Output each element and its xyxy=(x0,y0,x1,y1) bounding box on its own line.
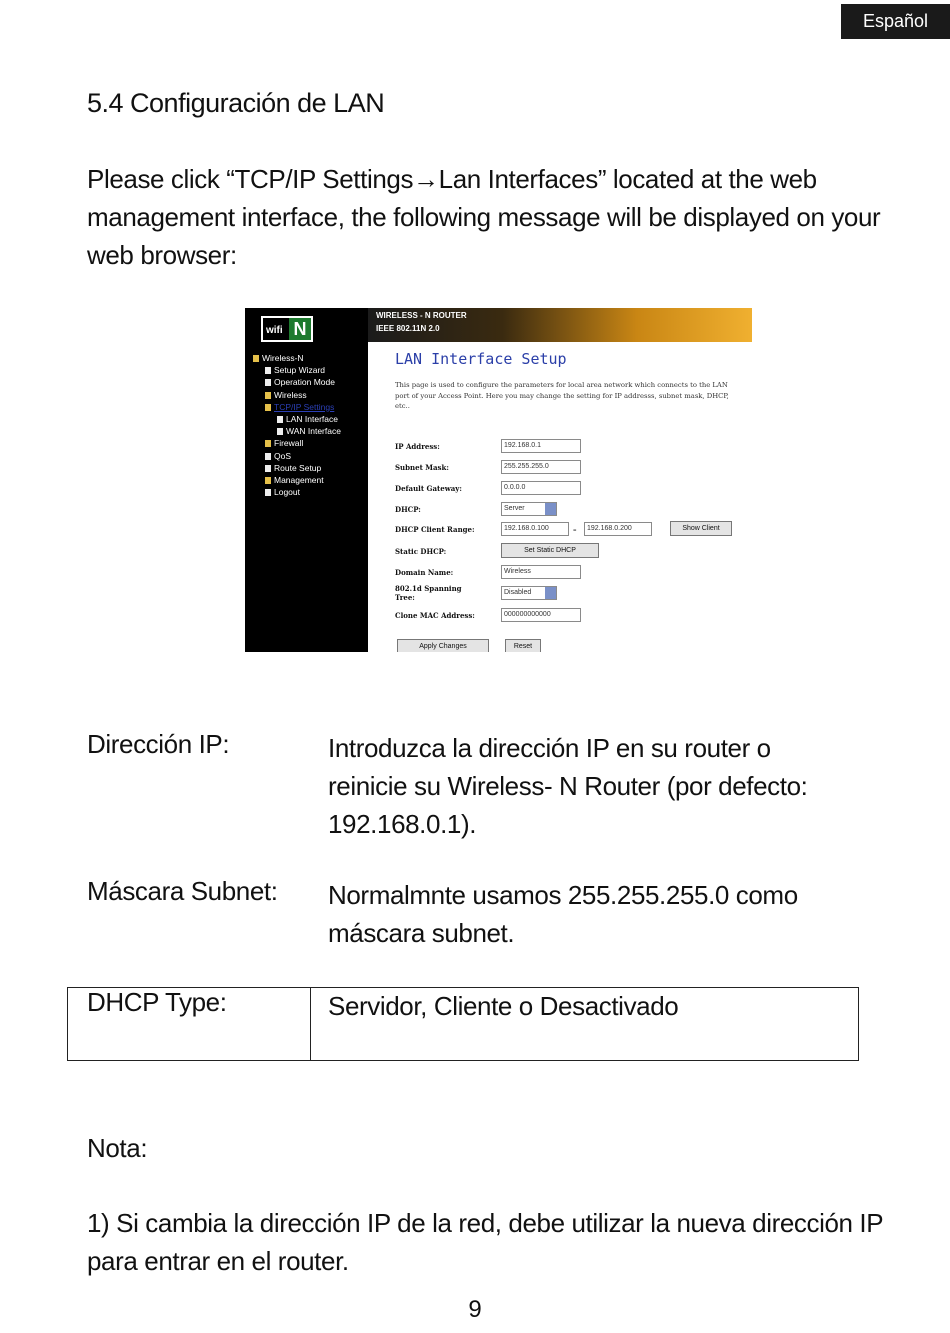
router-menu-item[interactable]: Wireless-N xyxy=(251,352,341,364)
ip-address-label: IP Address: xyxy=(395,442,440,451)
apply-changes-button[interactable]: Apply Changes xyxy=(397,639,489,652)
subnet-mask-label: Subnet Mask: xyxy=(395,463,449,472)
note-line-1: 1) Si cambia la dirección IP de la red, debe utilizar la nueva dirección IP xyxy=(87,1208,884,1238)
note-text xyxy=(87,1204,917,1280)
dhcp-range-end-input[interactable]: 192.168.0.200 xyxy=(584,522,652,536)
default-gateway-input[interactable]: 0.0.0.0 xyxy=(501,481,581,495)
dhcp-type-term: DHCP Type: xyxy=(87,987,227,1017)
router-menu-item[interactable]: TCP/IP Settings xyxy=(263,401,341,413)
note-label: Nota: xyxy=(87,1133,148,1163)
intro-line-3: web browser: xyxy=(87,240,237,270)
mask-definition-line-1: Normalmnte usamos 255.255.255.0 como xyxy=(328,880,798,910)
domain-name-label: Domain Name: xyxy=(395,568,454,577)
router-menu-item[interactable]: Firewall xyxy=(263,437,341,449)
dhcp-select-value: Server xyxy=(504,505,525,512)
dhcp-type-table-divider xyxy=(310,987,311,1061)
dhcp-type-definition: Servidor, Cliente o Desactivado xyxy=(328,991,679,1021)
dhcp-label: DHCP: xyxy=(395,505,421,514)
ip-address-term: Dirección IP: xyxy=(87,729,230,759)
router-menu-item[interactable]: Management xyxy=(263,474,341,486)
router-header-standard: IEEE 802.11N 2.0 xyxy=(376,324,440,333)
ip-address-input[interactable]: 192.168.0.1 xyxy=(501,439,581,453)
router-header-title: WIRELESS - N ROUTER xyxy=(376,311,467,320)
spanning-tree-select-value: Disabled xyxy=(504,589,532,596)
ip-definition-line-2: reinicie su Wireless- N Router (por defecto: xyxy=(328,771,808,801)
router-menu-item[interactable]: Logout xyxy=(263,486,341,498)
spanning-tree-label-2: Tree: xyxy=(395,593,415,602)
router-screenshot xyxy=(245,308,752,652)
subnet-mask-definition xyxy=(328,876,888,952)
router-page-description: This page is used to configure the parameters for local area network which connects to the LAN port of your Access Point. Here you may change the setting for IP addresss, subnet mask, DHCP, etc.. xyxy=(395,381,729,410)
language-tab: Español xyxy=(841,4,950,39)
spanning-tree-select[interactable] xyxy=(501,586,557,600)
intro-line-1: Please click “TCP/IP Settings→Lan Interfaces” located at the web xyxy=(87,164,817,194)
dhcp-select[interactable] xyxy=(501,502,557,516)
domain-name-input[interactable]: Wireless xyxy=(501,565,581,579)
show-client-button[interactable]: Show Client xyxy=(670,521,732,536)
set-static-dhcp-button[interactable]: Set Static DHCP xyxy=(501,543,599,558)
clone-mac-input[interactable]: 000000000000 xyxy=(501,608,581,622)
router-menu-item[interactable]: LAN Interface xyxy=(275,413,341,425)
ip-address-definition xyxy=(328,729,888,843)
ip-definition-line-1: Introduzca la dirección IP en su router o xyxy=(328,733,771,763)
router-content xyxy=(368,342,752,652)
router-sidebar xyxy=(245,308,368,652)
router-menu-item[interactable]: Operation Mode xyxy=(263,376,341,388)
page-number: 9 xyxy=(468,1296,482,1323)
subnet-mask-input[interactable]: 255.255.255.0 xyxy=(501,460,581,474)
clone-mac-label: Clone MAC Address: xyxy=(395,611,475,620)
router-header xyxy=(368,308,752,342)
intro-paragraph xyxy=(87,160,907,274)
router-menu xyxy=(251,352,341,498)
intro-line-2: management interface, the following message will be displayed on your xyxy=(87,202,881,232)
dhcp-range-start-input[interactable]: 192.168.0.100 xyxy=(501,522,569,536)
reset-button[interactable]: Reset xyxy=(505,639,541,652)
default-gateway-label: Default Gateway: xyxy=(395,484,462,493)
router-logo xyxy=(261,316,313,342)
router-menu-item[interactable]: Wireless xyxy=(263,389,341,401)
dhcp-range-label: DHCP Client Range: xyxy=(395,525,475,534)
router-menu-item[interactable]: Route Setup xyxy=(263,462,341,474)
static-dhcp-label: Static DHCP: xyxy=(395,547,447,556)
logo-n-text: N xyxy=(289,318,311,340)
router-page-title: LAN Interface Setup xyxy=(395,350,567,368)
note-line-2: para entrar en el router. xyxy=(87,1246,349,1276)
ip-definition-line-3: 192.168.0.1). xyxy=(328,809,477,839)
router-menu-item[interactable]: WAN Interface xyxy=(275,425,341,437)
mask-definition-line-2: máscara subnet. xyxy=(328,918,515,948)
dhcp-range-separator: – xyxy=(573,525,577,534)
section-title: 5.4 Configuración de LAN xyxy=(87,88,385,118)
router-menu-item[interactable]: QoS xyxy=(263,450,341,462)
subnet-mask-term: Máscara Subnet: xyxy=(87,876,278,906)
spanning-tree-label-1: 802.1d Spanning xyxy=(395,584,462,593)
logo-wifi-text: wifi xyxy=(266,325,283,336)
router-menu-item[interactable]: Setup Wizard xyxy=(263,364,341,376)
